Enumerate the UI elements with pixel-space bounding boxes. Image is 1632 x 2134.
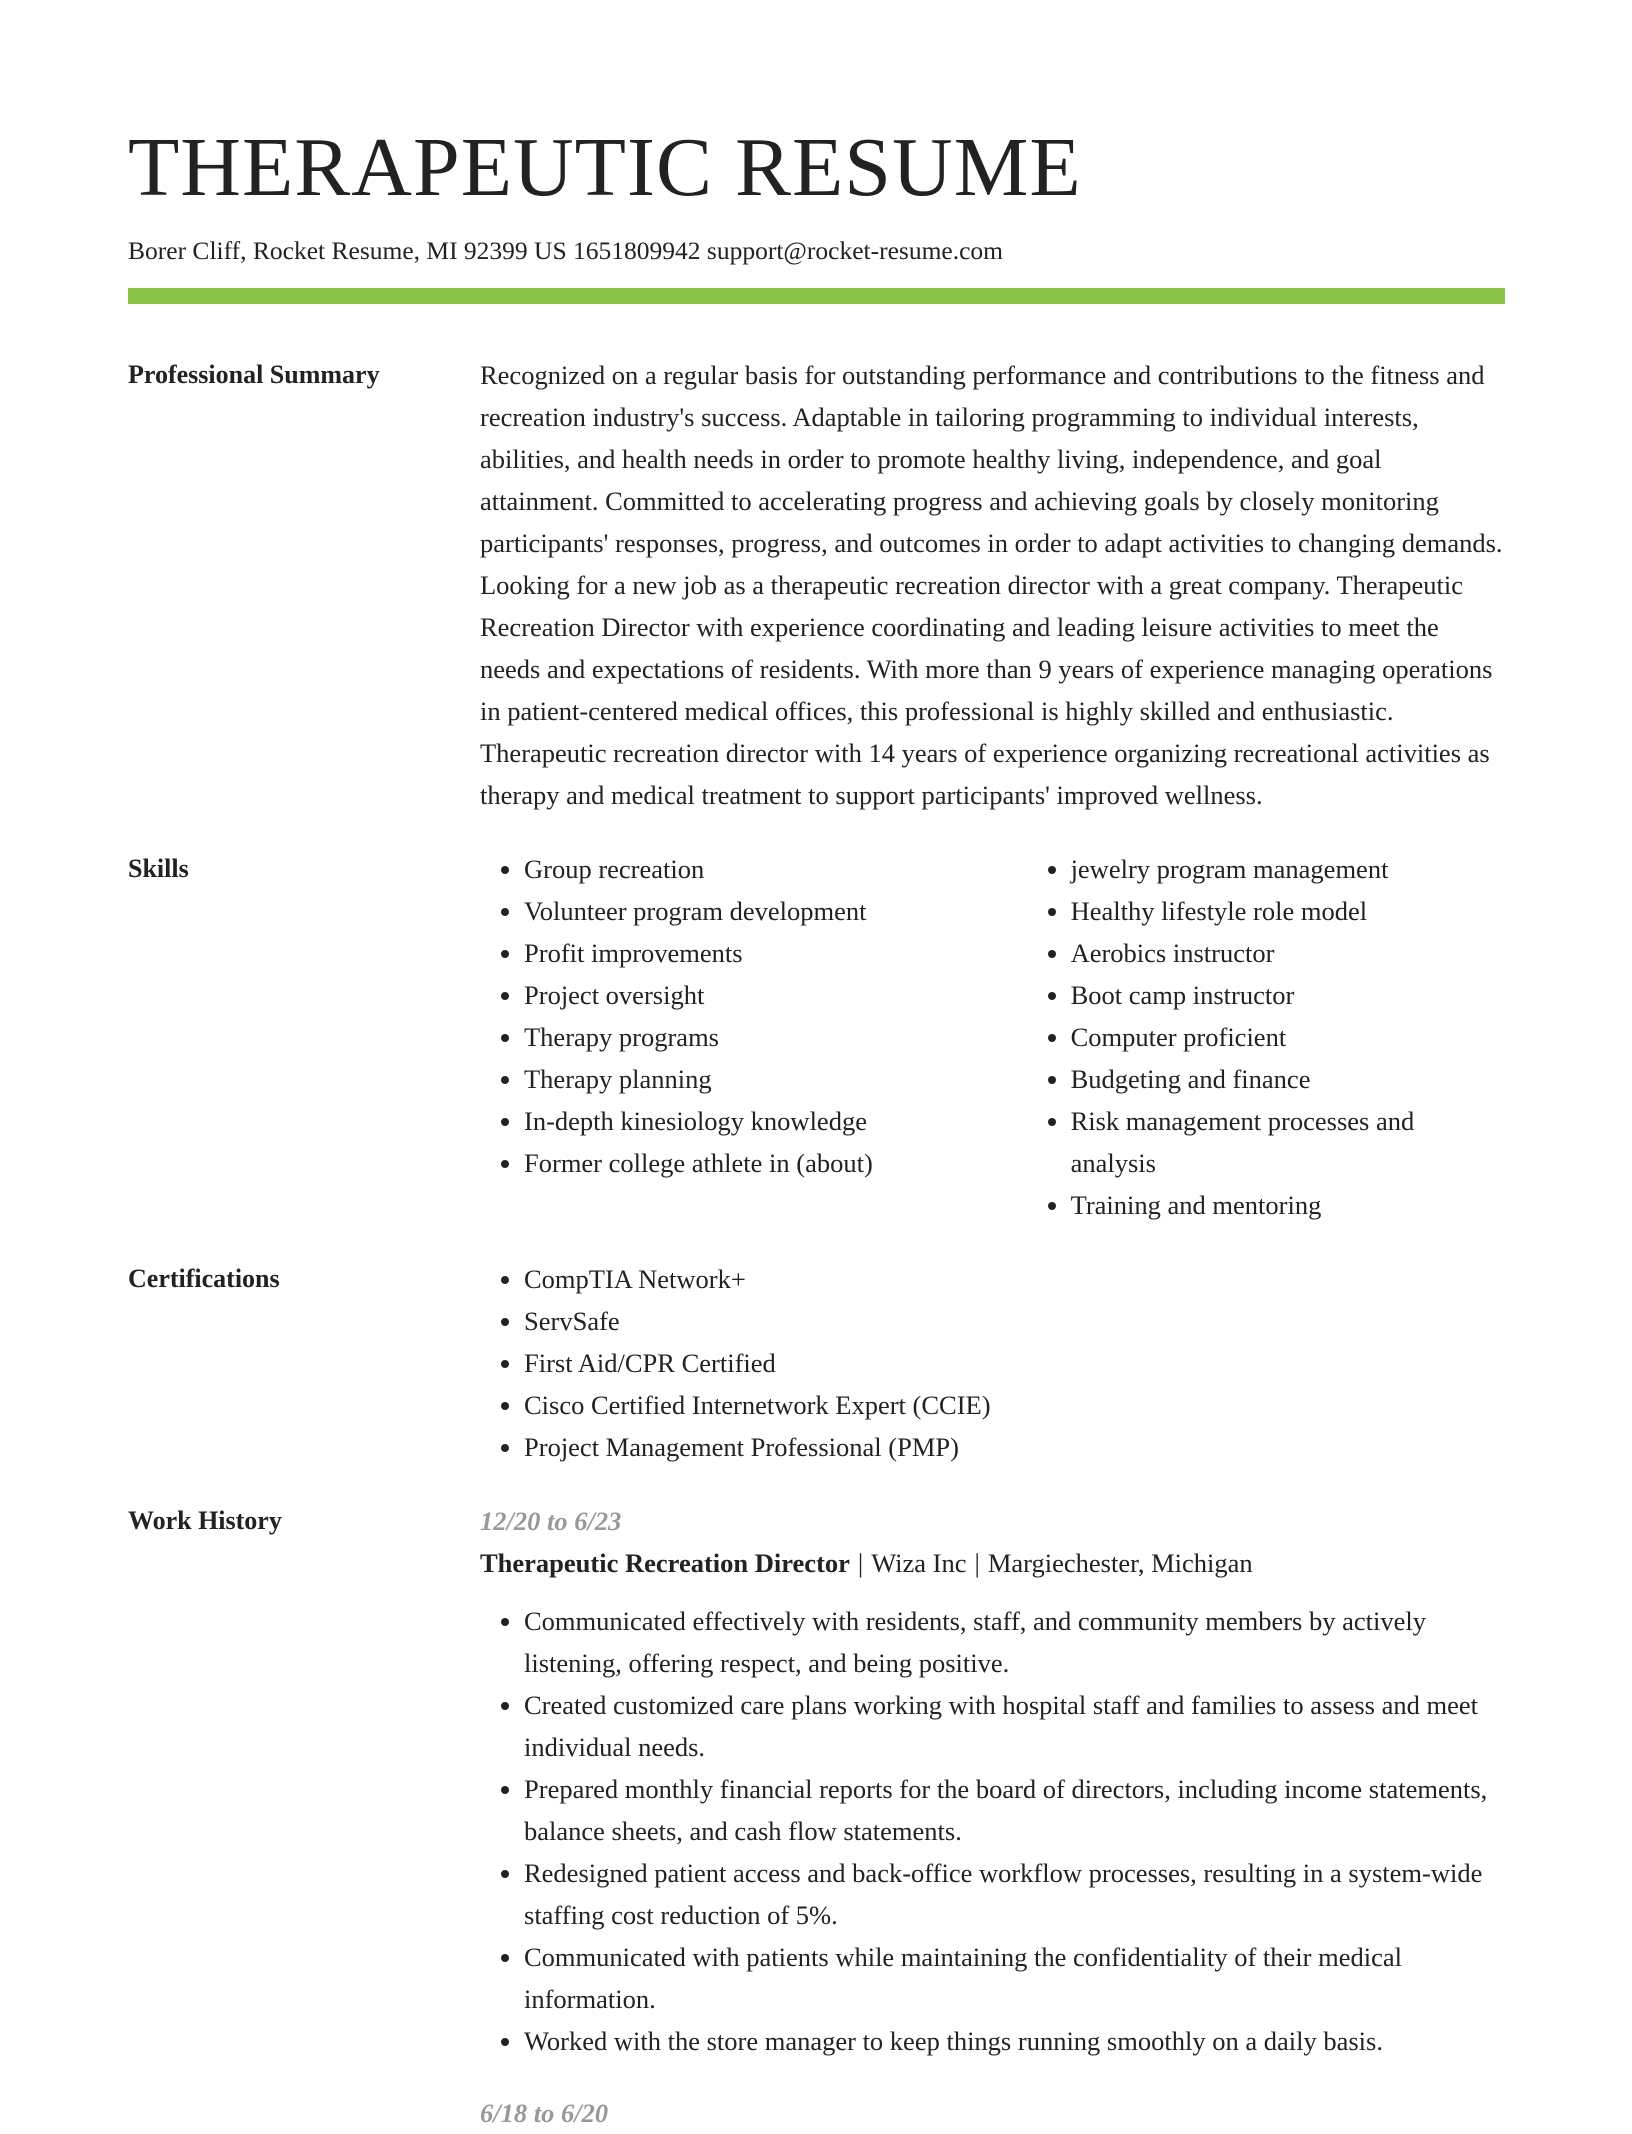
work-history-content	[480, 1500, 1505, 2134]
job-title: Therapeutic Recreation Director	[480, 1548, 850, 1578]
skills-columns	[480, 848, 1505, 1226]
summary-section	[128, 354, 1505, 816]
skills-list-left	[480, 848, 1027, 1226]
certification-item: • Project Management Professional (PMP)	[524, 1426, 1505, 1468]
skill-item: • Boot camp instructor	[1071, 974, 1505, 1016]
accent-divider	[128, 288, 1505, 304]
skill-item: • Computer proficient	[1071, 1016, 1505, 1058]
certifications-list	[480, 1258, 1505, 1468]
job-bullet: • Worked with the store manager to keep things running smoothly on a daily basis.	[524, 2020, 1505, 2062]
skill-item: • Group recreation	[524, 848, 1027, 890]
resume-title: THERAPEUTIC RESUME	[128, 121, 1082, 214]
job-location: Margiechester, Michigan	[987, 1548, 1253, 1578]
contact-line: Borer Cliff, Rocket Resume, MI 92399 US 1651809942 support@rocket-resume.com	[128, 236, 1004, 265]
job-bullets	[480, 1600, 1505, 2062]
separator: |	[974, 1548, 980, 1578]
skill-item: • Volunteer program development	[524, 890, 1027, 932]
job-bullet: • Prepared monthly financial reports for the board of directors, including income statements, balance sheets, and cash flow statements.	[524, 1768, 1505, 1852]
skill-item: • Project oversight	[524, 974, 1027, 1016]
skill-item: • Healthy lifestyle role model	[1071, 890, 1505, 932]
skill-item: • Aerobics instructor	[1071, 932, 1505, 974]
certification-item: • First Aid/CPR Certified	[524, 1342, 1505, 1384]
work-history-section	[128, 1500, 1505, 2134]
certification-item: • ServSafe	[524, 1300, 1505, 1342]
skill-item: • Therapy planning	[524, 1058, 1027, 1100]
skills-section	[128, 848, 1505, 1226]
job-bullet: • Created customized care plans working with hospital staff and families to assess and meet individual needs.	[524, 1684, 1505, 1768]
section-label-work-history: Work History	[128, 1506, 282, 1535]
job-company: Wiza Inc	[871, 1548, 967, 1578]
section-label-summary: Professional Summary	[128, 360, 380, 389]
skill-item: • jewelry program management	[1071, 848, 1505, 890]
skill-item: • Therapy programs	[524, 1016, 1027, 1058]
skill-item: • Training and mentoring	[1071, 1184, 1505, 1226]
certifications-section	[128, 1258, 1505, 1468]
section-label-certifications: Certifications	[128, 1264, 280, 1293]
skills-list-right	[1027, 848, 1505, 1226]
section-label-skills: Skills	[128, 854, 189, 883]
skill-item: • Profit improvements	[524, 932, 1027, 974]
job-bullet: • Communicated with patients while maintaining the confidentiality of their medical information.	[524, 1936, 1505, 2020]
job-heading	[480, 1542, 1505, 1584]
job-bullet: • Communicated effectively with residents, staff, and community members by actively listening, offering respect, and being positive.	[524, 1600, 1505, 1684]
job-bullet: • Redesigned patient access and back-office workflow processes, resulting in a system-wide staffing cost reduction of 5%.	[524, 1852, 1505, 1936]
certification-item: • Cisco Certified Internetwork Expert (CCIE)	[524, 1384, 1505, 1426]
certifications-content	[480, 1258, 1505, 1468]
separator: |	[857, 1548, 864, 1578]
summary-text: Recognized on a regular basis for outstanding performance and contributions to the fitness and recreation industry's success. Adaptable in tailoring programming to individual interests, abilities, and health needs in order to promote healthy living, independence, and goal attainment. Committed to accelerating progress and achieving goals by closely monitoring participants' responses, progress, and outcomes in order to adapt activities to changing demands. Looking for a new job as a therapeutic recreation director with a great company. Therapeutic Recreation Director with experience coordinating and leading leisure activities to meet the needs and expectations of residents. With more than 9 years of experience managing operations in patient-centered medical offices, this professional is highly skilled and enthusiastic. Therapeutic recreation director with 14 years of experience organizing recreational activities as therapy and medical treatment to support participants' improved wellness.	[480, 360, 1503, 810]
job-dates: 6/18 to 6/20	[480, 2098, 609, 2128]
job-dates: 12/20 to 6/23	[480, 1506, 622, 1536]
resume-page	[128, 120, 1505, 2134]
skill-item: • Risk management processes and analysis	[1071, 1100, 1505, 1184]
certification-item: • CompTIA Network+	[524, 1258, 1505, 1300]
skill-item: • In-depth kinesiology knowledge	[524, 1100, 1027, 1142]
skill-item: • Former college athlete in (about)	[524, 1142, 1027, 1184]
skill-item: • Budgeting and finance	[1071, 1058, 1505, 1100]
